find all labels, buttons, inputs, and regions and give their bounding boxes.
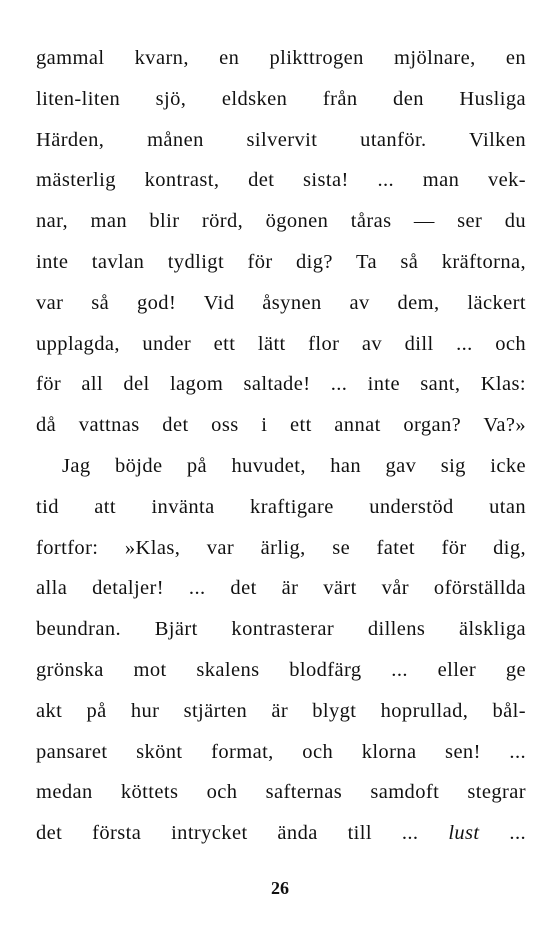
last-line-end: ...: [479, 822, 526, 845]
last-text-line: [36, 813, 526, 854]
text-line: pansaret skönt format, och klorna sen! ...: [36, 740, 526, 763]
text-line: alla detaljer! ... det är värt vår oförställda: [36, 577, 526, 600]
text-line: medan köttets och safternas samdoft stegrar: [36, 781, 526, 804]
text-line: akt på hur stjärten är blygt hoprullad, bål-: [36, 699, 526, 722]
text-line: grönska mot skalens blodfärg ... eller ge: [36, 658, 526, 681]
text-line: tid att invänta kraftigare understöd utan: [36, 495, 526, 518]
text-line: upplagda, under ett lätt flor av dill ... och: [36, 332, 526, 355]
body-text: [36, 38, 526, 854]
page-number: 26: [271, 878, 289, 898]
emphasized-word: lust: [448, 822, 480, 845]
text-line: var så god! Vid åsynen av dem, läckert: [36, 291, 526, 314]
paragraph-start-line: Jag böjde på huvudet, han gav sig icke: [62, 454, 526, 477]
text-line: för all del lagom saltade! ... inte sant, Klas:: [36, 373, 526, 396]
text-line: liten-liten sjö, eldsken från den Husliga: [36, 87, 526, 110]
text-line: nar, man blir rörd, ögonen tåras — ser du: [36, 210, 526, 233]
text-line: gammal kvarn, en plikttrogen mjölnare, en: [36, 47, 526, 69]
text-line: fortfor: »Klas, var ärlig, se fatet för dig,: [36, 536, 526, 559]
last-line-start: det första intrycket ända till ...: [36, 822, 449, 845]
text-line: mästerlig kontrast, det sista! ... man vek-: [36, 169, 526, 192]
text-line: beundran. Bjärt kontrasterar dillens älskliga: [36, 618, 526, 641]
text-line: Härden, månen silvervit utanför. Vilken: [36, 128, 526, 151]
text-line: inte tavlan tydligt för dig? Ta så kräftorna,: [36, 250, 526, 273]
text-line: då vattnas det oss i ett annat organ? Va?»: [36, 414, 526, 437]
